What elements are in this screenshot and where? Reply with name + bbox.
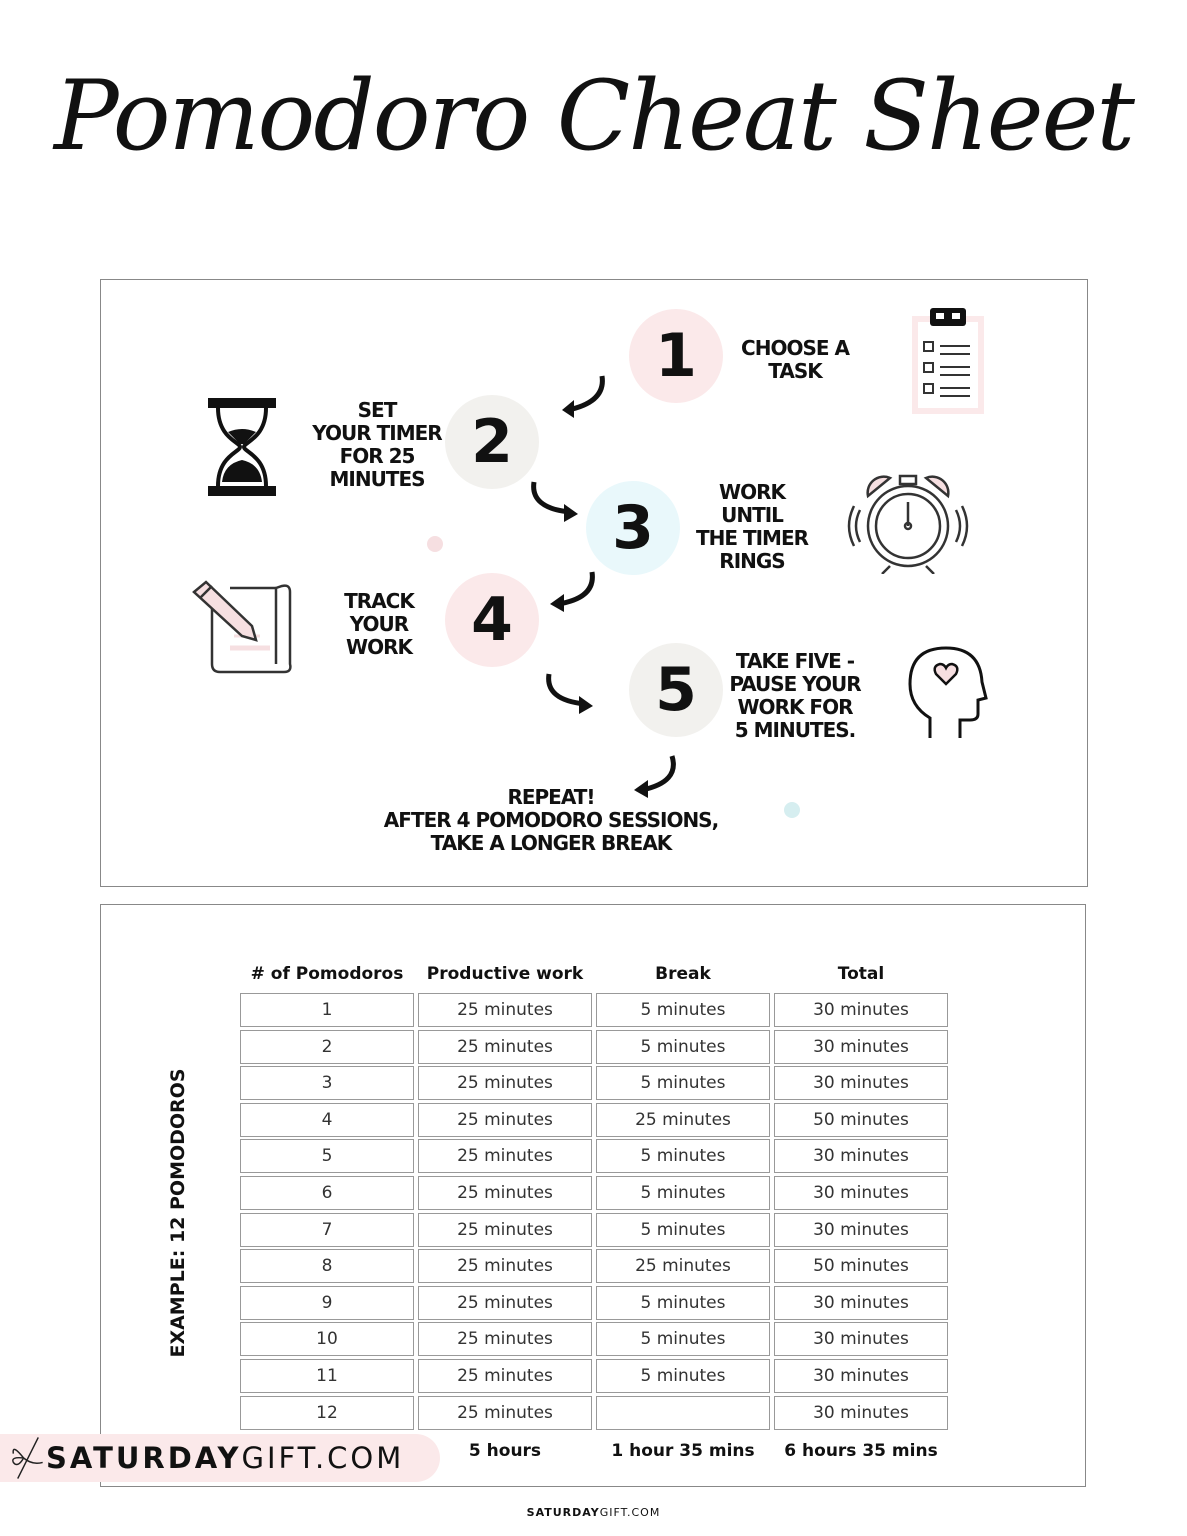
table-cell: 30 minutes: [774, 1176, 948, 1210]
table-cell: 25 minutes: [418, 1396, 592, 1430]
table-cell: 50 minutes: [774, 1103, 948, 1137]
table-cell: 25 minutes: [418, 1030, 592, 1064]
table-cell: 25 minutes: [418, 1359, 592, 1393]
table-cell: 30 minutes: [774, 1213, 948, 1247]
table-cell: 9: [240, 1286, 414, 1320]
step-2-circle: 2: [445, 395, 539, 489]
brand-logo: SATURDAYGIFT.COM: [46, 1441, 405, 1475]
column-header: Break: [655, 964, 711, 984]
pencil-paper-icon: [190, 578, 294, 674]
head-heart-icon: [906, 644, 988, 740]
table-cell: 8: [240, 1249, 414, 1283]
table-cell: 1: [240, 993, 414, 1027]
curved-arrow-icon: [548, 568, 598, 618]
table-cell: 7: [240, 1213, 414, 1247]
table-cell: 30 minutes: [774, 1030, 948, 1064]
table-cell: 5 minutes: [596, 1359, 770, 1393]
table-cell: 25 minutes: [418, 1249, 592, 1283]
table-cell: 12: [240, 1396, 414, 1430]
table-cell: 5 minutes: [596, 1066, 770, 1100]
table-cell: 5 minutes: [596, 1286, 770, 1320]
curved-arrow-icon: [530, 478, 580, 528]
table-cell: 5 minutes: [596, 1139, 770, 1173]
table-cell: 30 minutes: [774, 1286, 948, 1320]
step-4-circle: 4: [445, 573, 539, 667]
table-cell: 25 minutes: [418, 1322, 592, 1356]
step-2-label: SET YOUR TIMER FOR 25 MINUTES: [312, 398, 442, 491]
table-cell: 5 minutes: [596, 1030, 770, 1064]
bow-icon: [10, 1436, 46, 1480]
total-break: 1 hour 35 mins: [611, 1441, 755, 1461]
page-title: Pomodoro Cheat Sheet: [54, 60, 1133, 172]
decorative-dot: [427, 536, 443, 552]
curved-arrow-icon: [545, 670, 595, 720]
table-cell: 30 minutes: [774, 1066, 948, 1100]
table-cell: 25 minutes: [418, 1103, 592, 1137]
table-cell: 2: [240, 1030, 414, 1064]
table-cell: 5 minutes: [596, 1176, 770, 1210]
table-cell: 30 minutes: [774, 1139, 948, 1173]
step-5-label: TAKE FIVE - PAUSE YOUR WORK FOR 5 MINUTES.: [729, 649, 861, 742]
repeat-label: REPEAT! AFTER 4 POMODORO SESSIONS, TAKE A LONGER BREAK: [383, 785, 719, 855]
table-cell: [596, 1396, 770, 1430]
table-cell: 30 minutes: [774, 1396, 948, 1430]
table-cell: 30 minutes: [774, 1322, 948, 1356]
hourglass-icon: [206, 398, 278, 498]
table-cell: 10: [240, 1322, 414, 1356]
table-cell: 4: [240, 1103, 414, 1137]
total-time: 6 hours 35 mins: [784, 1441, 938, 1461]
step-3-label: WORK UNTIL THE TIMER RINGS: [695, 480, 809, 573]
table-cell: 25 minutes: [418, 1139, 592, 1173]
clipboard-checklist-icon: [908, 306, 988, 416]
curved-arrow-icon: [632, 752, 682, 802]
table-cell: 6: [240, 1176, 414, 1210]
step-3-circle: 3: [586, 481, 680, 575]
step-5-circle: 5: [629, 643, 723, 737]
table-cell: 50 minutes: [774, 1249, 948, 1283]
table-cell: 5: [240, 1139, 414, 1173]
table-cell: 25 minutes: [418, 993, 592, 1027]
step-1-label: CHOOSE A TASK: [741, 336, 849, 383]
table-cell: 5 minutes: [596, 1213, 770, 1247]
table-cell: 11: [240, 1359, 414, 1393]
table-cell: 25 minutes: [418, 1286, 592, 1320]
table-cell: 25 minutes: [418, 1176, 592, 1210]
table-cell: 25 minutes: [596, 1103, 770, 1137]
table-cell: 25 minutes: [418, 1213, 592, 1247]
table-cell: 30 minutes: [774, 993, 948, 1027]
step-4-label: TRACK YOUR WORK: [344, 589, 414, 659]
table-cell: 25 minutes: [596, 1249, 770, 1283]
step-1-circle: 1: [629, 309, 723, 403]
column-header: Total: [837, 964, 885, 984]
column-header: Productive work: [426, 964, 584, 984]
curved-arrow-icon: [558, 372, 608, 422]
total-work: 5 hours: [468, 1441, 542, 1461]
table-cell: 5 minutes: [596, 993, 770, 1027]
table-cell: 3: [240, 1066, 414, 1100]
table-cell: 30 minutes: [774, 1359, 948, 1393]
alarm-clock-icon: [846, 470, 970, 574]
table-cell: 5 minutes: [596, 1322, 770, 1356]
footer-logo[interactable]: SATURDAYGIFT.COM: [526, 1506, 661, 1519]
table-cell: 25 minutes: [418, 1066, 592, 1100]
decorative-dot: [784, 802, 800, 818]
brand-banner: [0, 1434, 440, 1482]
column-header: # of Pomodoros: [250, 964, 404, 984]
table-side-label: EXAMPLE: 12 POMODOROS: [167, 1068, 189, 1358]
